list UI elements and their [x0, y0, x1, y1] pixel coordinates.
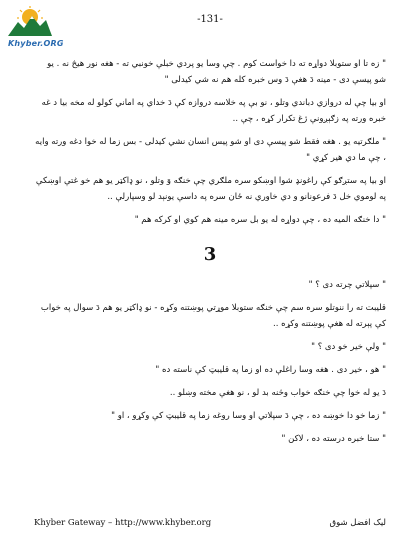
paragraph: او بیا په ستږګو کې راغونډ شوا اوښکو سره ملګري چې خنګه وَ وتلو ، نو ډاکټر یو هم خو غتې اوښکې په لوموي خل دَ فرعونانو و دي خاوري نه ځان سره په داسې یونېد لو وسپارلې .. — [35, 176, 386, 202]
page-number: -131- — [197, 14, 223, 25]
paragraph: قلیبت ته را ننوتلو سره سم چې خنګه ستوبلا موړتي پوښتنه وکړه - نو ډاکټر یو هم دَ سوال په خواب کې پېرته له هغې پوښتنه وکړه .. — [40, 303, 386, 329]
chapter-number: 3 — [203, 244, 217, 265]
site-logo — [8, 6, 64, 48]
paragraph: او بیا چې له دروازي دباندي وتلو ، نو بې په خلاسه دروازه کې دَ خداي په اماني کولو له مخه بیا د غه خبره ورته په زګېږونې ژغ تکرار کړه ، چې .. — [41, 98, 386, 124]
paragraph: دَ یو له خوا چې خنګه خواب وڅنه بد لو ، نو هغې مخته وښلو .. — [169, 388, 386, 398]
paragraph: " دا خنګه المیه ده ، چې دواړه له یو بل سره مینه هم کوي او کرکه هم " — [134, 215, 386, 225]
paragraph: " ملګرتیه یو . هغه فقط شو پیسې دی او شو پیس انسان نشي کیدلی - بس زما له خوا دغه ورته وایه ، چې ما دي هیر کړي " — [35, 137, 386, 163]
paragraph: " زما خو دا خوښه ده ، چې دَ سپلاتي او وسا روغه زما په قلیبټ کې وکړو ، او " — [111, 411, 386, 421]
footer-author: لیک افضل شوق — [329, 518, 386, 528]
paragraph: " سپلاتي چرته دی ؟ " — [308, 280, 386, 290]
logo-text: Khyber.ORG — [8, 39, 64, 48]
paragraph: " ولې خیر خو دی ؟ " — [311, 342, 386, 352]
paragraph: " ستا خبره درسته ده ، لاکن " — [281, 434, 386, 444]
paragraph: " زه تا او ستوبلا دواړه ته دا خواست کوم . چې وسا یو پردي خبلې خونبي ته - هغه نور هیڅ نه . یو شو پیسې دی - مینه دَ هغې دَ وس خبره کله هم نه شي کیدلی " — [47, 59, 386, 85]
footer-source: Khyber Gateway – http://www.khyber.org — [34, 518, 212, 528]
document-body — [34, 56, 386, 454]
paragraph: " هو ، خیر دی . هغه وسا راغلې ده او زما په قلیبټ کې ناسته ده " — [155, 365, 386, 375]
